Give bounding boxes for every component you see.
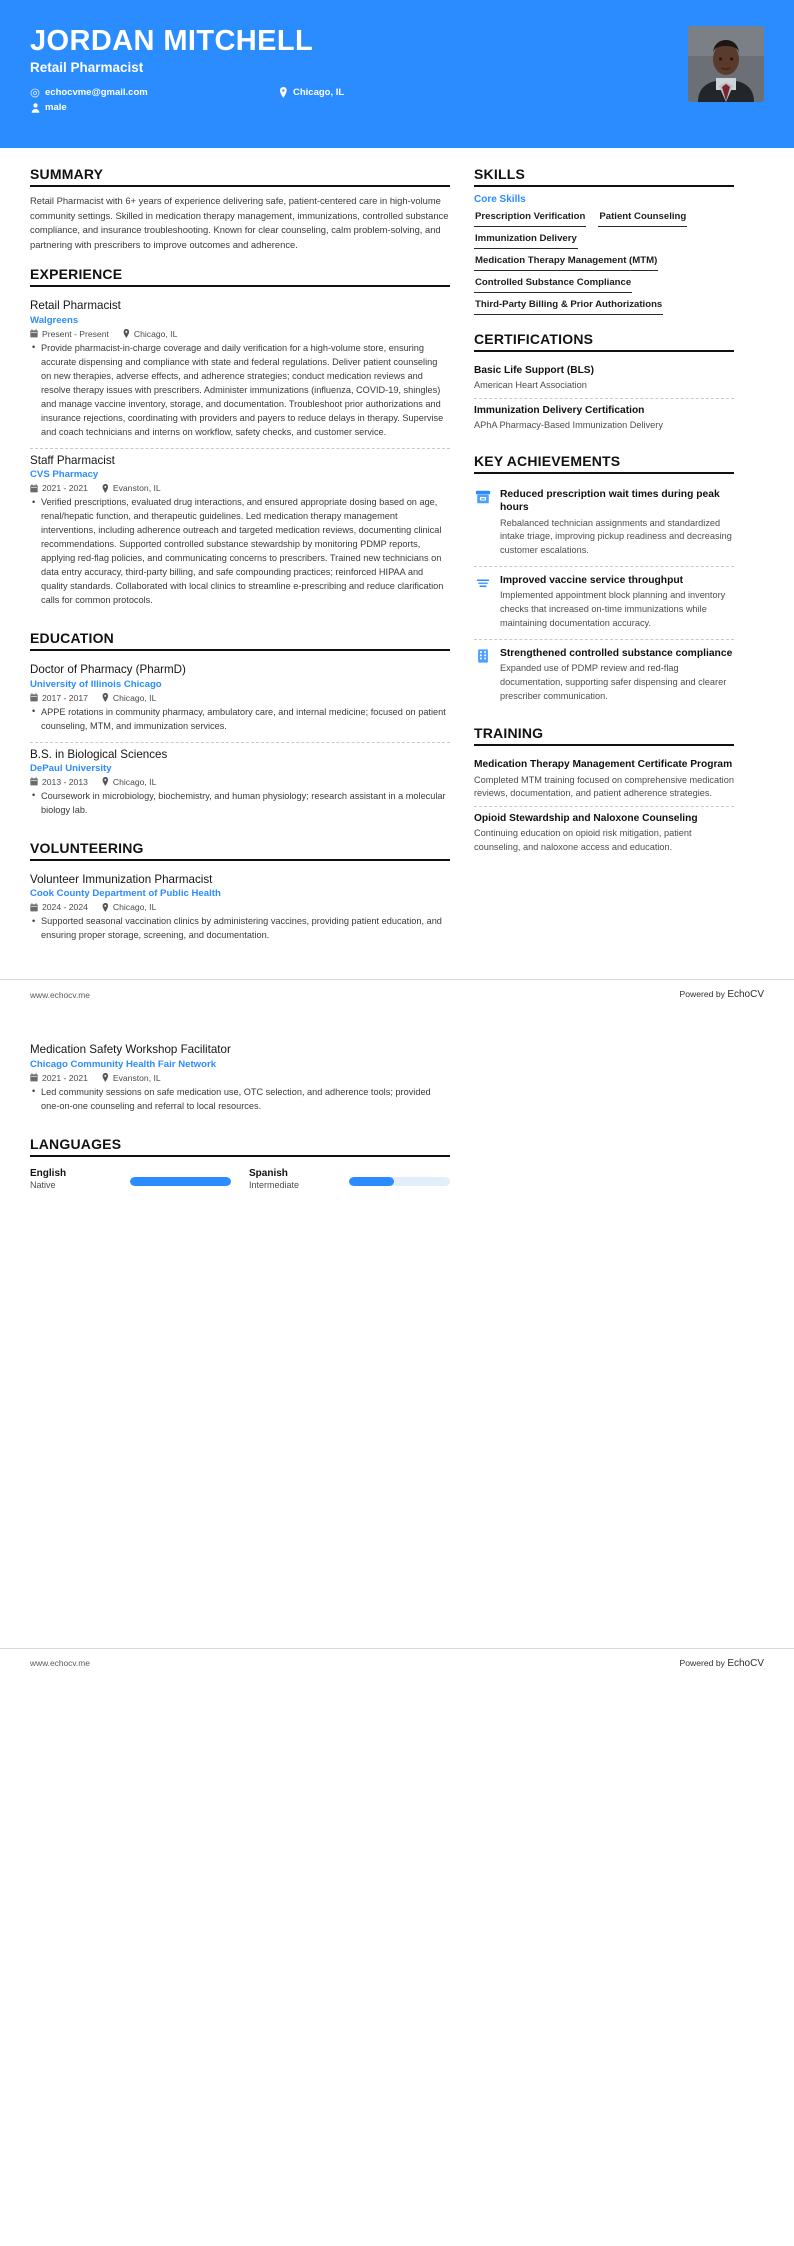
training-item: [474, 753, 734, 806]
experience-title: Retail Pharmacist: [30, 299, 121, 313]
education-dates: [30, 777, 88, 787]
language-progress-bar: [349, 1177, 450, 1186]
volunteering-rule: [30, 859, 450, 861]
map-pin-icon: [102, 777, 109, 786]
volunteering-dates: [30, 1073, 88, 1083]
contact-location: [278, 87, 344, 98]
education-dates-text: 2013 - 2013: [42, 776, 88, 787]
achievement-title: Improved vaccine service throughput: [500, 574, 684, 586]
education-item: [30, 658, 450, 741]
education-location-text: Chicago, IL: [112, 692, 157, 703]
right-column: [474, 166, 734, 874]
footer-brand: [680, 989, 764, 1000]
section-volunteering-continued: [30, 1038, 450, 1121]
achievement-item: [474, 566, 734, 639]
experience-item: [30, 448, 450, 616]
person-icon: [30, 103, 40, 113]
experience-title: Staff Pharmacist: [30, 453, 115, 467]
list-item: • Provide pharmacist-in-charge coverage and daily verification for a high-volume store, ensuring accurate dispensing and compliance with state and federal regulations. Deliver patient counseling on new therapies, adverse effects, and adherence strategies; conduct medication reviews and resolve therapy issues with prescribers. Administer immunizations (influenza, COVID-19, shingles) and manage vaccine inventory, storage, and documentation. Troubleshoot prior authorizations and insurance rejections, coordinating with providers and payers to reduce delays in therapy. Supervise and coach technicians and interns on workflow, safety checks, and customer service.: [41, 342, 450, 440]
volunteering-bullets: [30, 915, 450, 943]
education-location: [102, 777, 156, 787]
certification-issuer: American Heart Association: [474, 380, 587, 391]
experience-item: [30, 294, 450, 447]
volunteering-org[interactable]: Chicago Community Health Fair Network: [30, 1058, 217, 1070]
list-item: • Verified prescriptions, evaluated drug interactions, and ensured appropriate dosing based on age, renal/hepatic function, and therapeutic guidelines. Led medication therapy management interventions, including adherence outreach and targeted medication reviews, documenting clinical recommendations. Supported controlled substance stewardship by monitoring PDMP reports, applying red-flag policies, and communicating concerns to prescribers. Trained new technicians on data entry accuracy, third-party billing, and safe compounding practices; reinforced HIPAA and quality standards. Collaborated with local clinics to streamline e-prescribing and reduce clarification calls for common protocols.: [41, 496, 450, 608]
list-item: • Led community sessions on safe medication use, OTC selection, and adherence tools; provided one-on-one counseling and referral to local resources.: [41, 1086, 450, 1114]
achievement-body: [500, 647, 734, 704]
list-item: • Coursework in microbiology, biochemistry, and human physiology; research assistant in a molecular biology lab.: [41, 790, 450, 818]
certification-issuer: APhA Pharmacy-Based Immunization Delivery: [474, 420, 663, 431]
education-rule: [30, 649, 450, 651]
calendar-icon: [30, 903, 38, 912]
achievement-title: Strengthened controlled substance compliance: [500, 647, 733, 659]
page-title: JORDAN MITCHELL: [30, 25, 314, 57]
at-icon: [30, 88, 40, 98]
education-title: B.S. in Biological Sciences: [30, 747, 168, 761]
resume-page-2: [0, 1000, 794, 1668]
education-item: [30, 742, 450, 826]
certification-name: Immunization Delivery Certification: [474, 405, 645, 417]
section-skills: [474, 166, 734, 317]
key-achievements-rule: [474, 472, 734, 474]
training-name: Medication Therapy Management Certificate Program: [474, 759, 733, 771]
language-name: English: [30, 1167, 67, 1179]
achievement-title: Reduced prescription wait times during peak hours: [500, 488, 720, 514]
building-icon: [474, 648, 491, 665]
calendar-icon: [30, 484, 38, 493]
training-rule: [474, 744, 734, 746]
certification-item: [474, 359, 734, 398]
calendar-icon: [30, 329, 38, 338]
skill-chip[interactable]: Controlled Substance Compliance: [474, 273, 632, 293]
section-languages: [30, 1136, 450, 1190]
skill-chip[interactable]: Prescription Verification: [474, 207, 586, 227]
volunteering-dates-text: 2021 - 2021: [42, 1072, 88, 1083]
language-progress-fill: [130, 1177, 231, 1186]
list-lines-icon: [474, 575, 491, 592]
footer-url[interactable]: www.echocv.me: [30, 1658, 90, 1669]
achievement-desc: Expanded use of PDMP review and red-flag documentation, supporting safer dispensing and clearer prescriber communication.: [500, 663, 727, 701]
volunteering-location-text: Chicago, IL: [112, 902, 157, 913]
page-footer: [0, 979, 794, 1000]
contact-row-1: [30, 87, 450, 98]
footer-powered-label: Powered by: [679, 1657, 728, 1668]
contact-gender-text: male: [45, 102, 67, 114]
volunteering-title: Volunteer Immunization Pharmacist: [30, 872, 213, 886]
certification-name: Basic Life Support (BLS): [474, 365, 594, 376]
section-certifications: [474, 331, 734, 439]
experience-dates: [30, 329, 109, 339]
list-item: • APPE rotations in community pharmacy, ambulatory care, and internal medicine; focused on patient counseling, MTM, and immunization services.: [41, 706, 450, 734]
volunteering-dates-text: 2024 - 2024: [42, 902, 88, 913]
volunteering-item: [30, 868, 450, 951]
page-1-footer-slot: [0, 965, 794, 1000]
summary-rule: [30, 185, 450, 187]
footer-powered-label: Powered by: [679, 989, 728, 1000]
education-location-text: Chicago, IL: [112, 776, 157, 787]
language-track: [130, 1168, 231, 1186]
language-item: [30, 1168, 231, 1190]
experience-location: [102, 483, 161, 493]
header-contacts: [30, 87, 450, 113]
language-text: [30, 1168, 122, 1190]
volunteering-location: [102, 902, 156, 912]
education-meta: [30, 693, 450, 703]
page-2-footer-slot: [0, 1634, 794, 1669]
volunteering-location-text: Evanston, IL: [112, 1072, 161, 1083]
map-pin-icon: [102, 693, 109, 702]
experience-location-text: Chicago, IL: [133, 328, 178, 339]
certifications-heading: CERTIFICATIONS: [474, 331, 594, 347]
volunteering-title: Medication Safety Workshop Facilitator: [30, 1043, 231, 1057]
contact-location-text: Chicago, IL: [293, 87, 345, 99]
education-org[interactable]: University of Illinois Chicago: [30, 678, 162, 690]
section-experience: [30, 266, 450, 616]
volunteering-meta: [30, 1073, 450, 1083]
summary-heading: SUMMARY: [30, 166, 104, 182]
education-dates: [30, 693, 88, 703]
experience-location: [123, 329, 177, 339]
languages-rule: [30, 1155, 450, 1157]
footer-brand-name: EchoCV: [727, 989, 764, 1001]
language-track: [349, 1168, 450, 1186]
experience-org[interactable]: CVS Pharmacy: [30, 469, 99, 481]
map-pin-icon: [123, 329, 130, 338]
languages-heading: LANGUAGES: [30, 1135, 122, 1152]
experience-rule: [30, 285, 450, 287]
skills-group-label: Core Skills: [474, 194, 526, 205]
achievement-desc: Rebalanced technician assignments and standardized intake triage, improving pickup readiness and decreasing customer escalations.: [500, 517, 732, 556]
education-location: [102, 693, 156, 703]
language-name: Spanish: [249, 1167, 288, 1179]
avatar: [688, 26, 764, 102]
training-item: [474, 806, 734, 860]
education-bullets: [30, 790, 450, 818]
training-name: Opioid Stewardship and Naloxone Counseling: [474, 813, 698, 825]
summary-text: Retail Pharmacist with 6+ years of experience delivering safe, patient-centered care in high-volume community settings. Skilled in medication therapy management, immunizations, controlled substance compliance, and insurance troubleshooting. Known for clear counseling, calm problem-solving, and partnering with prescribers to improve outcomes and adherence.: [30, 195, 449, 250]
experience-meta: [30, 329, 450, 339]
languages-list: [30, 1164, 450, 1190]
contact-gender: [30, 102, 278, 113]
calendar-icon: [30, 777, 38, 786]
achievement-desc: Implemented appointment block planning and inventory checks that increased on-time immunizations while maintaining documentation accuracy.: [500, 590, 726, 628]
volunteering-dates: [30, 902, 88, 912]
section-training: [474, 725, 734, 859]
resume-page-1: [0, 0, 794, 1000]
resume-header: [0, 0, 794, 148]
header-role: Retail Pharmacist: [30, 60, 144, 76]
left-column-page-2: [30, 1038, 450, 1203]
section-volunteering: [30, 840, 450, 951]
language-item: [249, 1168, 450, 1190]
experience-dates: [30, 483, 88, 493]
experience-dates-text: Present - Present: [42, 328, 109, 339]
language-row: [30, 1168, 231, 1190]
volunteering-org[interactable]: Cook County Department of Public Health: [30, 888, 221, 900]
footer-brand: [680, 1658, 764, 1669]
education-bullets: [30, 706, 450, 734]
skills-heading: SKILLS: [474, 166, 525, 182]
key-achievements-heading: KEY ACHIEVEMENTS: [474, 452, 621, 469]
resume-body: [0, 148, 794, 965]
map-pin-icon: [102, 1073, 109, 1082]
list-item: • Supported seasonal vaccination clinics by administering vaccines, providing patient education, and ensuring proper storage, screening, and documentation.: [41, 915, 450, 943]
skill-chip[interactable]: Medication Therapy Management (MTM): [474, 251, 658, 271]
language-progress-bar: [130, 1177, 231, 1186]
experience-heading: EXPERIENCE: [30, 266, 123, 283]
archive-box-icon: [474, 489, 491, 506]
achievement-body: [500, 574, 734, 631]
skills-list: [474, 207, 734, 317]
certifications-rule: [474, 350, 734, 352]
contact-email[interactable]: [30, 87, 278, 98]
skills-rule: [474, 185, 734, 187]
experience-bullets: [30, 342, 450, 440]
training-desc: Completed MTM training focused on comprehensive medication reviews, documentation, and patient adherence strategies.: [474, 774, 734, 798]
experience-location-text: Evanston, IL: [112, 483, 161, 494]
section-key-achievements: [474, 453, 734, 712]
footer-url[interactable]: www.echocv.me: [30, 989, 90, 1000]
skill-chip[interactable]: Patient Counseling: [598, 207, 687, 227]
section-summary: [30, 166, 450, 252]
education-heading: EDUCATION: [30, 630, 114, 647]
training-desc: Continuing education on opioid risk mitigation, patient counseling, and naloxone access and education.: [474, 828, 692, 852]
experience-bullets: [30, 496, 450, 608]
map-pin-icon: [278, 88, 288, 98]
calendar-icon: [30, 1073, 38, 1082]
volunteering-location: [102, 1073, 161, 1083]
language-text: [249, 1168, 341, 1190]
training-heading: TRAINING: [474, 725, 544, 742]
language-level: Intermediate: [249, 1179, 300, 1190]
calendar-icon: [30, 693, 38, 702]
experience-org[interactable]: Walgreens: [30, 314, 79, 326]
education-title: Doctor of Pharmacy (PharmD): [30, 663, 186, 677]
contact-email-text: echocvme@gmail.com: [45, 87, 148, 99]
education-org[interactable]: DePaul University: [30, 762, 112, 774]
experience-meta: [30, 483, 450, 493]
experience-dates-text: 2021 - 2021: [42, 483, 88, 494]
achievement-item: [474, 481, 734, 566]
certification-item: [474, 398, 734, 438]
contact-row-2: [30, 102, 450, 113]
volunteering-bullets: [30, 1086, 450, 1114]
achievement-body: [500, 488, 734, 558]
map-pin-icon: [102, 484, 109, 493]
language-level: Native: [30, 1179, 56, 1190]
skill-chip[interactable]: Third-Party Billing & Prior Authorizations: [474, 295, 663, 315]
language-progress-fill: [349, 1177, 394, 1186]
page-2-blank-area: [0, 1204, 794, 1634]
volunteering-heading: VOLUNTEERING: [30, 839, 144, 856]
left-column: [30, 166, 450, 965]
volunteering-item: [30, 1038, 450, 1121]
skill-chip[interactable]: Immunization Delivery: [474, 229, 578, 249]
education-dates-text: 2017 - 2017: [42, 692, 88, 703]
resume-body-page-2: [0, 1020, 794, 1203]
page-footer: [0, 1648, 794, 1669]
achievement-item: [474, 639, 734, 712]
language-row: [249, 1168, 450, 1190]
map-pin-icon: [102, 903, 109, 912]
section-education: [30, 630, 450, 826]
education-meta: [30, 777, 450, 787]
footer-brand-name: EchoCV: [727, 1657, 764, 1669]
volunteering-meta: [30, 902, 450, 912]
